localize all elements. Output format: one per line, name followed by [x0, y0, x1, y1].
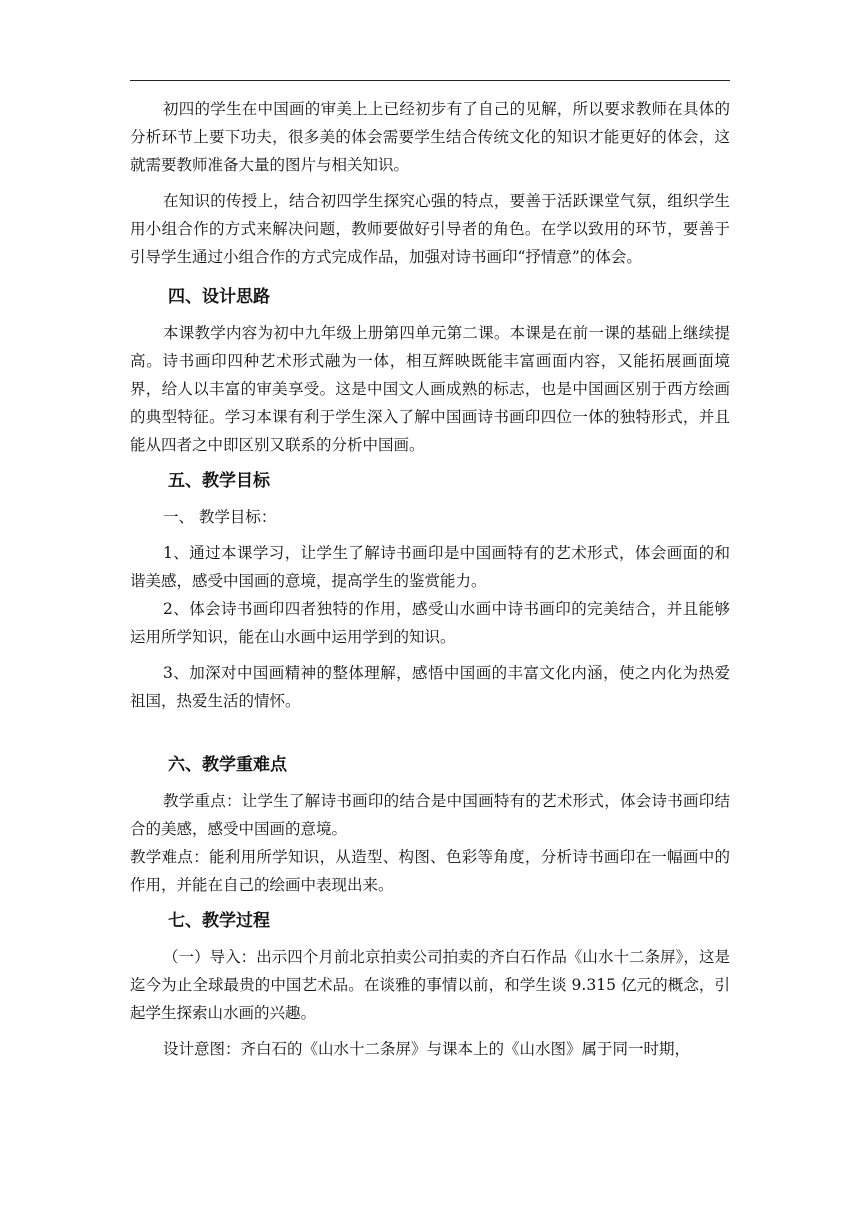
section-heading-process: 七、教学过程	[168, 911, 270, 931]
header-rule	[130, 80, 730, 81]
section-heading-design: 四、设计思路	[168, 287, 270, 307]
paragraph: 本课教学内容为初中九年级上册第四单元第二课。本课是在前一课的基础上继续提高。诗书画印四种艺术形式融为一体，相互辉映既能丰富画面内容，又能拓展画面境界，给人以丰富的审美享受。这是中国文人画成熟的标志，也是中国画区别于西方绘画的典型特征。学习本课有利于学生深入了解中国画诗书画印四位一体的独特形式，并且能从四者之中即区别又联系的分析中国画。	[130, 324, 730, 454]
goal-item: 2、体会诗书画印四者独特的作用，感受山水画中诗书画印的完美结合，并且能够运用所学知识，能在山水画中运用学到的知识。	[130, 600, 730, 646]
section-heading-goals: 五、教学目标	[168, 471, 270, 491]
goal-item: 1、通过本课学习，让学生了解诗书画印是中国画特有的艺术形式，体会画面的和谐美感，感受中国画的意境，提高学生的鉴赏能力。	[130, 544, 730, 590]
paragraph: （一）导入：出示四个月前北京拍卖公司拍卖的齐白石作品《山水十二条屏》，这是迄今为止全球最贵的中国艺术品。在谈雅的事情以前，和学生谈 9.315 亿元的概念，引起学生探索山水画的兴趣。	[130, 948, 730, 1022]
goal-item: 3、加深对中国画精神的整体理解，感悟中国画的丰富文化内涵，使之内化为热爱祖国，热爱生活的情怀。	[130, 664, 730, 710]
section-heading-key-points: 六、教学重难点	[168, 755, 287, 775]
sub-heading: 一、 教学目标：	[163, 508, 277, 526]
document-body	[130, 95, 730, 1063]
key-point: 教学重点：让学生了解诗书画印的结合是中国画特有的艺术形式，体会诗书画印结合的美感，感受中国画的意境。	[130, 792, 730, 838]
difficult-point: 教学难点：能利用所学知识，从造型、构图、色彩等角度，分析诗书画印在一幅画中的作用，并能在自己的绘画中表现出来。	[130, 848, 730, 894]
paragraph: 初四的学生在中国画的审美上上已经初步有了自己的见解，所以要求教师在具体的分析环节上要下功夫，很多美的体会需要学生结合传统文化的知识才能更好的体会，这就需要教师准备大量的图片与相关知识。	[130, 100, 730, 174]
paragraph: 在知识的传授上，结合初四学生探究心强的特点，要善于活跃课堂气氛，组织学生用小组合作的方式来解决问题，教师要做好引导者的角色。在学以致用的环节，要善于引导学生通过小组合作的方式完成作品，加强对诗书画印“抒情意”的体会。	[130, 192, 730, 266]
paragraph: 设计意图：齐白石的《山水十二条屏》与课本上的《山水图》属于同一时期，	[163, 1040, 691, 1058]
